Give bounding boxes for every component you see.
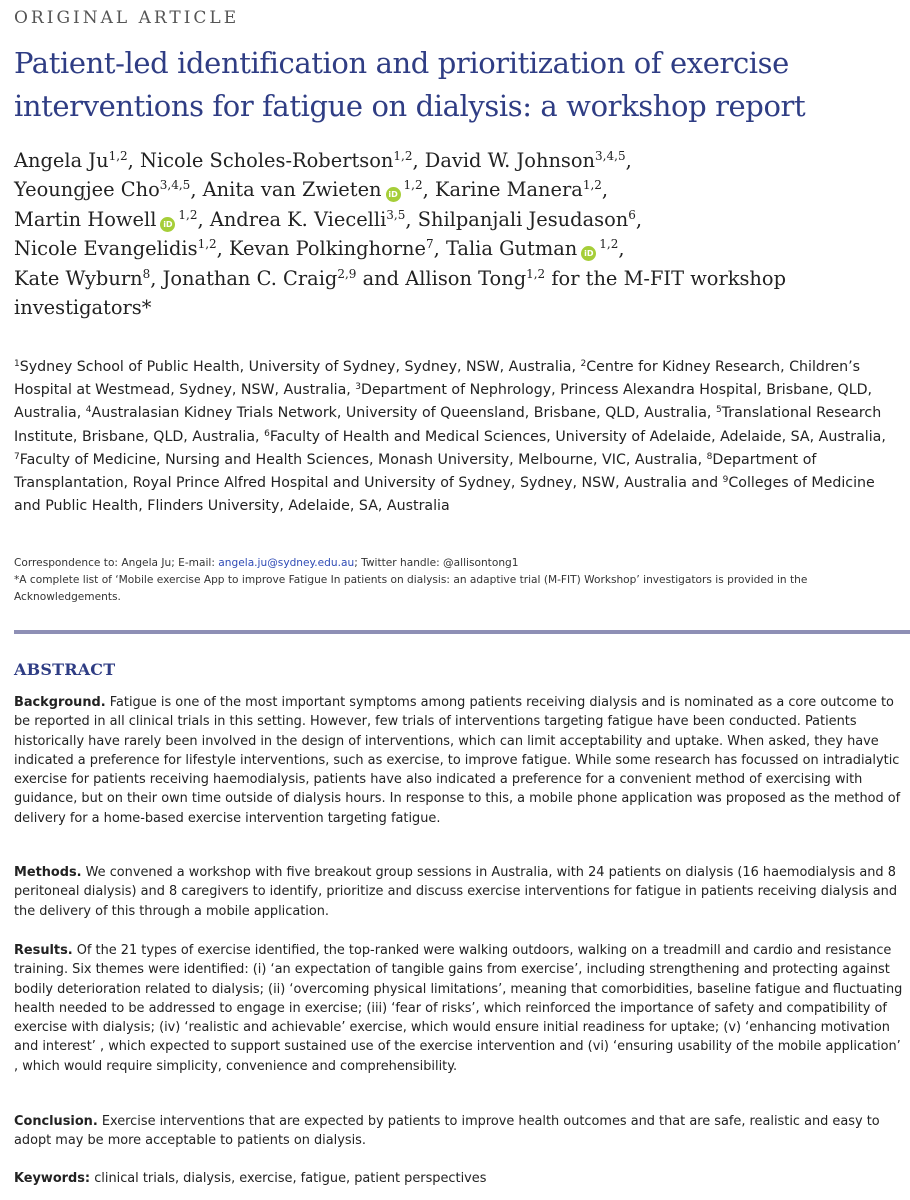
- investigators-footnote: *A complete list of ‘Mobile exercise App to improve Fatigue In patients on dialysis: an adaptive trial (M-FIT) Workshop’ investigators is provided in the Acknowledgements.: [14, 574, 808, 603]
- author-entry: [210, 208, 418, 231]
- abstract-keywords: [14, 1169, 904, 1188]
- author-affiliation-ref: 3,5: [386, 207, 406, 222]
- author-entry: [425, 149, 632, 172]
- author-affiliation-ref: 1,2: [178, 207, 198, 222]
- affiliation-item: [264, 429, 886, 445]
- affiliation-text: Australasian Kidney Trials Network, University of Queensland, Brisbane, QLD, Australia,: [91, 405, 716, 422]
- author-affiliation-ref: 1,2: [599, 237, 619, 252]
- author-separator: ,: [635, 207, 643, 231]
- affiliation-text: Department of Transplantation, Royal Prince Alfred Hospital and University of Sydney, Sydney, NSW, Australia and: [14, 451, 817, 492]
- affiliation-text: Sydney School of Public Health, University of Sydney, Sydney, NSW, Australia,: [19, 359, 581, 375]
- orcid-icon[interactable]: iD: [386, 187, 401, 202]
- author-entry: [14, 267, 163, 290]
- author-name: Yeoungjee Cho: [14, 178, 160, 202]
- author-entry: [163, 267, 406, 290]
- correspondence-email-link[interactable]: angela.ju@sydney.edu.au: [218, 557, 355, 569]
- affiliation-number: 9: [722, 475, 729, 486]
- affiliation-number: 8: [706, 451, 713, 462]
- author-affiliation-ref: 2,9: [337, 266, 357, 281]
- author-list: [14, 146, 904, 322]
- affiliation-number: 3: [355, 382, 362, 393]
- author-entry: [14, 208, 210, 231]
- abstract-background: [14, 693, 904, 828]
- author-name: Angela Ju: [14, 149, 109, 172]
- results-text: Of the 21 types of exercise identified, the top-ranked were walking outdoors, walking on a treadmill and cardio and resistance training. Six themes were identified: (i) ‘an expectation of tangible gains from exercise’, including strengthening and protecting against bodily deterioration related to dialysis; (ii) ‘overcoming physical limitations’, meaning that comorbidities, baseline fatigue and fluctuating health needed to be addressed to engage in exercise; (iii) ‘fear of risks’, which reinforced the importance of safety and compatibility of exercise with dialysis; (iv) ‘realistic and achievable’ exercise, which would ensure initial readiness for uptake; (v) ‘enhancing motivation and interest’ , which expected to support sustained use of the exercise intervention and (vi) ‘ensuring usability of the mobile application’ , which would require simplicity, convenience and comprehensibility.: [14, 943, 903, 1074]
- author-separator: ,: [197, 207, 210, 231]
- author-separator: ,: [150, 266, 163, 290]
- author-name: Kevan Polkinghorne: [228, 237, 426, 261]
- results-label: Results.: [14, 943, 73, 958]
- correspondence-line: [14, 555, 904, 572]
- author-affiliation-ref: 1,2: [403, 178, 423, 193]
- affiliation-text: Translational Research Institute, Brisbane, QLD, Australia,: [14, 405, 882, 445]
- author-name: Karine Manera: [434, 178, 583, 202]
- affiliation-number: 4: [85, 405, 92, 416]
- abstract-heading: ABSTRACT: [14, 660, 116, 679]
- twitter-handle: ; Twitter handle: @allisontong1: [354, 557, 519, 569]
- author-entry: [229, 237, 446, 260]
- author-affiliation-ref: 1,2: [526, 266, 546, 281]
- author-name: Nicole Scholes-Robertson: [140, 149, 394, 172]
- author-entry: [203, 178, 435, 201]
- author-affiliation-ref: 7: [425, 237, 434, 252]
- author-affiliation-ref: 1,2: [197, 237, 217, 252]
- keywords-text: clinical trials, dialysis, exercise, fatigue, patient perspectives: [90, 1171, 487, 1186]
- author-entry: [14, 178, 203, 201]
- conclusion-label: Conclusion.: [14, 1114, 98, 1129]
- affiliation-text: Colleges of Medicine and Public Health, Flinders University, Adelaide, SA, Australia: [14, 475, 875, 515]
- author-entry: [446, 237, 625, 260]
- article-type-label: ORIGINAL ARTICLE: [14, 8, 240, 28]
- affiliation-text: Faculty of Health and Medical Sciences, University of Adelaide, Adelaide, SA, Australia,: [269, 428, 886, 445]
- author-entry: [14, 237, 229, 260]
- affiliation-number: 6: [264, 428, 270, 439]
- author-separator: ,: [601, 178, 609, 202]
- author-affiliation-ref: 3,4,5: [595, 149, 626, 163]
- author-entry: [418, 208, 642, 231]
- affiliation-item: [14, 359, 580, 375]
- article-title: Patient-led identification and prioritization of exercise interventions for fatigue on dialysis: a workshop report: [14, 46, 806, 123]
- correspondence-prefix: Correspondence to: Angela Ju; E-mail:: [14, 557, 219, 569]
- affiliation-number: 2: [580, 359, 587, 369]
- author-separator: ,: [216, 237, 229, 261]
- author-entry: [140, 149, 425, 172]
- author-entry: [405, 267, 545, 290]
- author-separator: ,: [618, 237, 625, 261]
- author-name: Allison Tong: [405, 266, 527, 290]
- orcid-icon[interactable]: iD: [581, 246, 596, 261]
- affiliation-text: Department of Nephrology, Princess Alexandra Hospital, Brisbane, QLD, Australia,: [14, 382, 873, 422]
- author-name: Kate Wyburn: [14, 266, 143, 290]
- author-separator: ,: [625, 149, 632, 172]
- author-name: Andrea K. Viecelli: [209, 207, 387, 231]
- keywords-label: Keywords:: [14, 1171, 91, 1186]
- author-affiliation-ref: 1,2: [582, 178, 602, 193]
- methods-label: Methods.: [14, 865, 82, 880]
- author-separator: ,: [405, 207, 418, 231]
- methods-text: We convened a workshop with five breakout group sessions in Australia, with 24 patients on dialysis (16 haemodialysis and 8 peritoneal dialysis) and 8 caregivers to identify, prioritize and discuss exercise interventions for fatigue in patients receiving dialysis and the delivery of this through a mobile application.: [14, 865, 898, 919]
- background-label: Background.: [14, 695, 106, 710]
- author-name: Anita van Zwieten: [202, 178, 382, 202]
- author-name: Shilpanjali Jesudason: [417, 207, 629, 231]
- author-separator: ,: [433, 237, 446, 261]
- affiliation-text: Faculty of Medicine, Nursing and Health Sciences, Monash University, Melbourne, VIC, Australia,: [19, 451, 707, 468]
- author-entry: [435, 178, 608, 201]
- abstract-methods: [14, 863, 904, 921]
- affiliation-number: 5: [715, 405, 722, 416]
- orcid-icon[interactable]: iD: [160, 217, 175, 232]
- affiliation-item: [14, 452, 707, 468]
- affiliation-item: [86, 405, 716, 421]
- author-entry: [14, 149, 140, 172]
- author-name: Martin Howell: [14, 207, 157, 231]
- affiliation-number: 1: [14, 359, 20, 369]
- conclusion-text: Exercise interventions that are expected by patients to improve health outcomes and that are safe, realistic and easy to adopt may be more acceptable to patients on dialysis.: [14, 1114, 880, 1149]
- author-separator: ,: [127, 149, 140, 172]
- correspondence: [14, 555, 904, 606]
- author-separator: ,: [412, 149, 425, 172]
- author-affiliation-ref: 8: [142, 266, 151, 281]
- author-affiliation-ref: 3,4,5: [159, 178, 191, 193]
- author-name: Talia Gutman: [445, 237, 578, 261]
- author-separator: ,: [422, 178, 435, 202]
- author-affiliation-ref: 1,2: [393, 149, 413, 163]
- abstract-results: [14, 941, 904, 1076]
- author-name: David W. Johnson: [424, 149, 596, 172]
- affiliations: [14, 356, 904, 518]
- author-affiliation-ref: 1,2: [108, 149, 128, 163]
- author-separator: and: [356, 266, 406, 290]
- abstract-conclusion: [14, 1112, 904, 1151]
- author-name: Nicole Evangelidis: [14, 237, 198, 261]
- affiliation-number: 7: [14, 451, 20, 462]
- affiliation-text: Centre for Kidney Research, Children’s Hospital at Westmead, Sydney, NSW, Australia,: [14, 359, 861, 399]
- author-separator: ,: [190, 178, 203, 202]
- author-affiliation-ref: 6: [628, 207, 636, 222]
- authors-suffix: for the M-FIT workshop investigators*: [14, 266, 787, 320]
- background-text: Fatigue is one of the most important symptoms among patients receiving dialysis and is nominated as a core outcome to be reported in all clinical trials in this setting. However, few trials of interventions targeting fatigue have been conducted. Patients historically have rarely been involved in the design of interventions, which can limit acceptability and uptake. When asked, they have indicated a preference for lifestyle interventions, such as exercise, to improve fatigue. While some research has focussed on intradialytic exercise for patients receiving haemodialysis, patients have also indicated a preference for a convenient method of exercising with guidance, but on their own time outside of dialysis hours. In response to this, a mobile phone application was proposed as the method of delivery for a home-based exercise intervention targeting fatigue.: [14, 695, 901, 826]
- author-name: Jonathan C. Craig: [162, 266, 338, 290]
- section-divider: [14, 630, 910, 634]
